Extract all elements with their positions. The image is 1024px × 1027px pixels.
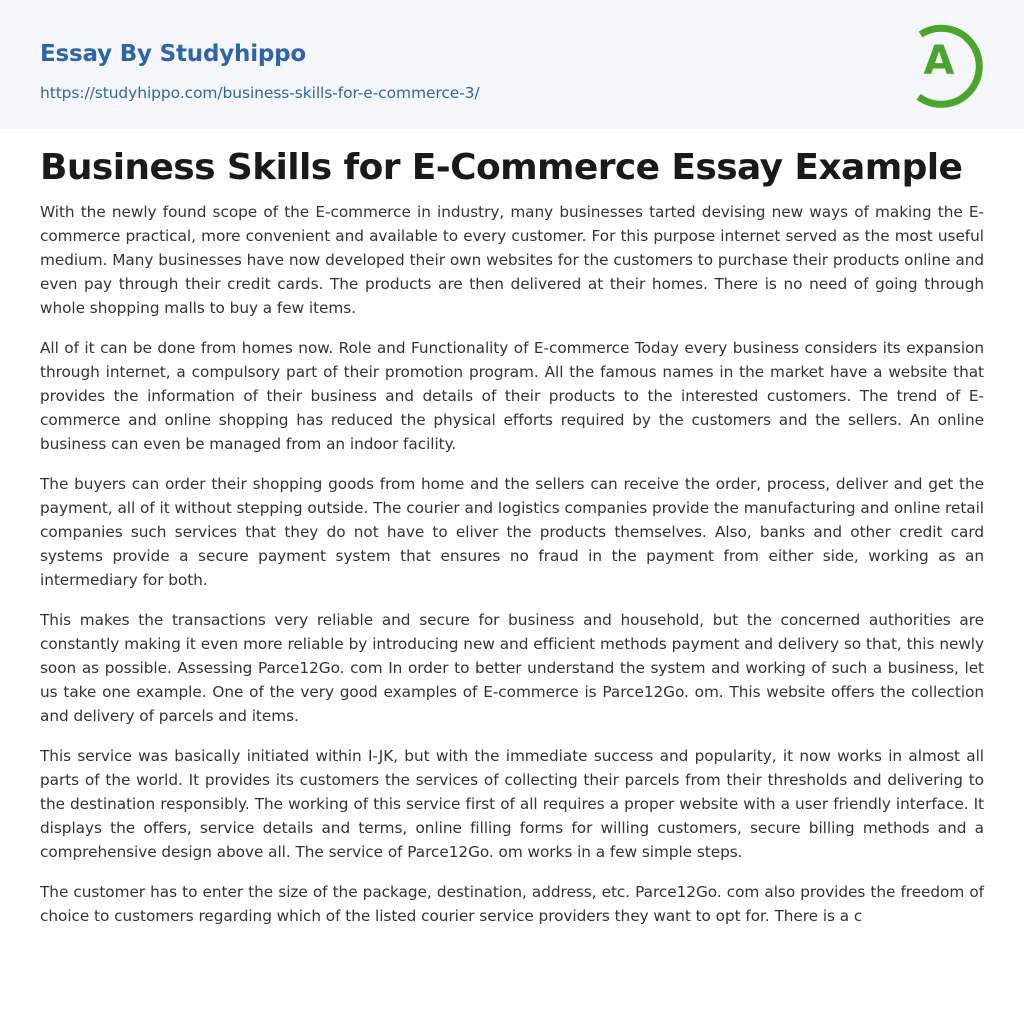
logo-letter: A: [923, 38, 955, 84]
article: [40, 144, 984, 944]
studyhippo-logo[interactable]: [910, 18, 988, 108]
paragraph: The buyers can order their shopping goods from home and the sellers can receive the order, process, deliver and get the payment, all of it without stepping outside. The courier and logistics companies provide the manufacturing and online retail companies such services that they do not have to eliver the products themselves. Also, banks and other credit card systems provide a secure payment system that ensures no fraud in the payment from either side, working as an intermediary for both.: [40, 475, 984, 589]
page-title: Business Skills for E-Commerce Essay Example: [40, 147, 963, 188]
paragraph: The customer has to enter the size of the package, destination, address, etc. Parce12Go. com also provides the freedom of choice to customers regarding which of the listed courier service providers they want to opt for. There is a c: [40, 883, 984, 925]
essay-url-link[interactable]: https://studyhippo.com/business-skills-for-e-commerce-3/: [40, 84, 480, 102]
paragraph: This service was basically initiated within I-JK, but with the immediate success and popularity, it now works in almost all parts of the world. It provides its customers the services of collecting their parcels from their thresholds and delivering to the destination responsibly. The working of this service first of all requires a proper website with a user friendly interface. It displays the offers, service details and terms, online filling forms for willing customers, secure billing methods and a comprehensive design above all. The service of Parce12Go. om works in a few simple steps.: [40, 747, 984, 861]
site-header: [0, 0, 1024, 129]
paragraph: With the newly found scope of the E-commerce in industry, many businesses tarted devising new ways of making the E-commerce practical, more convenient and available to every customer. For this purpose internet served as the most useful medium. Many businesses have now developed their own websites for the customers to purchase their products online and even pay through their credit cards. The products are then delivered at their homes. There is no need of going through whole shopping malls to buy a few items.: [40, 203, 984, 317]
paragraph: All of it can be done from homes now. Role and Functionality of E-commerce Today every business considers its expansion through internet, a compulsory part of their promotion program. All the famous names in the market have a website that provides the information of their business and details of their products to the interested customers. The trend of E-commerce and online shopping has reduced the physical efforts required by the customers and the sellers. An online business can even be managed from an indoor facility.: [40, 339, 984, 453]
brand-title[interactable]: Essay By Studyhippo: [40, 41, 307, 67]
paragraph: This makes the transactions very reliable and secure for business and household, but the concerned authorities are constantly making it even more reliable by introducing new and efficient methods payment and delivery so that, this newly soon as possible. Assessing Parce12Go. com In order to better understand the system and working of such a business, let us take one example. One of the very good examples of E-commerce is Parce12Go. om. This website offers the collection and delivery of parcels and items.: [40, 611, 984, 725]
